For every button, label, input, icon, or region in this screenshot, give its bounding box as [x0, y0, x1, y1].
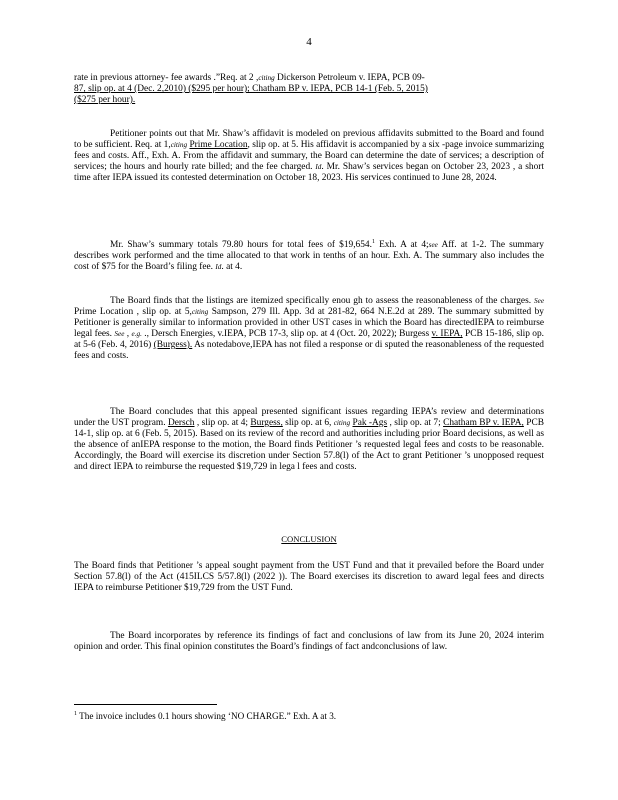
section-heading-conclusion	[0, 534, 618, 545]
text-segment: Petitioner points out that Mr. Shaw’s affidavit is modeled on previous affidavits submitted to the Board and found to be sufficient. Req. at 1,	[74, 129, 544, 150]
footnote-separator	[74, 704, 217, 705]
paragraph-attorney-fee-awards	[74, 73, 544, 106]
citation-underlined: (Burgess).	[153, 340, 193, 350]
signal-citing: citing	[258, 74, 275, 82]
paragraph-affidavit	[74, 129, 544, 184]
text-segment: , slip op. at 4;	[194, 418, 251, 428]
paragraph-board-concludes	[74, 407, 544, 473]
case-name-dersch: Dersch	[167, 418, 195, 428]
case-name-burgess: Burgess,	[250, 418, 283, 428]
text-segment: ,	[124, 329, 132, 339]
text-segment: Aff. at 1-2. The summary describes work performed and the time allocated to that work in tenths of an hour. Exh. A. The summary also includes the cost of $75 for the Board’s filing fee.	[74, 240, 544, 272]
text-segment: rate in previous attorney- fee awards .”Req. at 2 ,	[74, 73, 259, 83]
signal-eg: e.g.	[131, 330, 142, 338]
footnote-reference: 1	[371, 238, 375, 245]
text-segment: , slip op. at 7;	[387, 418, 444, 428]
text-segment: As notedabove,IEPA has not filed a response or di sputed the reasonableness of the requested fees and costs.	[74, 340, 544, 361]
text-segment: PCB 15-186, slip op. at 5-6 (Feb. 4, 2016)	[74, 329, 545, 350]
text-segment: PCB 14-1, slip op. at 6 (Feb. 5, 2015). Based on its review of the record and authorities including prior Board decisions, as well as the absence of anIEPA response to the motion, the Board finds Petitioner ’s requested legal fees and costs to be reasonable. Accordingly, the Board will exercise its discretion under Section 57.8(l) of the Act to grant Petitioner ’s unopposed request and direct IEPA to reimburse the requested $19,729 in lega l fees and costs.	[74, 418, 544, 472]
text-segment: Sampson, 279 Ill. App. 3d at 281-82, 664 N.E.2d at 289. The summary submitted by Petitioner is generally similar to information provided in other UST cases in which the Board has directedIEPA to reimburse legal fees.	[74, 307, 544, 339]
footnote-number: 1	[74, 710, 77, 717]
text-segment: The Board concludes that this appeal presented significant issues regarding IEPA’s review and determinations under the UST program.	[74, 407, 544, 428]
text-segment: Dickerson Petroleum v. IEPA, PCB 09-	[274, 73, 425, 83]
text-segment: Prime Location , slip op. at 5,	[74, 307, 192, 317]
signal-citing: citing	[333, 419, 351, 427]
text-segment: . Mr. Shaw’s services began on October 23, 2023 , a short time after IEPA issued its contested determination on October 18, 2023. His services continued to June 28, 2024.	[74, 162, 544, 183]
footnote-text: The invoice includes 0.1 hours showing ‘NO CHARGE.” Exh. A at 3.	[77, 711, 337, 721]
signal-see: See	[534, 297, 545, 305]
citation-underlined: ($275 per hour).	[74, 95, 136, 105]
paragraph-conclusion: The Board finds that Petitioner ’s appeal sought payment from the UST Fund and that it prevailed before the Board under Section 57.8(l) of the Act (415ILCS 5/57.8(l) (2022 )). The Board exercises its discretion to award legal fees and directs IEPA to reimburse Petitioner $19,729 from the UST Fund.	[74, 561, 544, 593]
case-name-chatham: Chatham BP v. IEPA,	[443, 418, 524, 428]
conclusion-heading-text: CONCLUSION	[281, 534, 337, 544]
text-segment: . at 4.	[221, 262, 243, 272]
signal-id: Id	[315, 163, 322, 171]
text-segment: Exh. A at 4;	[374, 240, 429, 250]
citation-underlined: 87, slip op. at 4 (Dec. 2,2010) ($295 per hour); Chatham BP v. IEPA, PCB 14-1 (Feb. 5, 2015)	[74, 84, 428, 94]
paragraph-summary-totals	[74, 240, 544, 273]
paragraph-itemized-listings	[74, 296, 544, 362]
case-name-prime-location: Prime Location	[189, 140, 248, 150]
paragraph-incorporates: The Board incorporates by reference its findings of fact and conclusions of law from its June 20, 2024 interim opinion and order. This final opinion constitutes the Board’s findings of fact andconclusions of law.	[74, 631, 544, 652]
footnote	[74, 711, 544, 722]
citation-underlined: v. IEPA,	[431, 329, 463, 339]
text-segment: slip op. at 6,	[282, 418, 334, 428]
case-name-pak-ags: Pak -Ags	[352, 418, 388, 428]
signal-id: Id	[215, 263, 222, 271]
signal-citing: citing	[170, 141, 188, 149]
signal-citing: citing	[191, 308, 209, 316]
signal-see: See	[114, 330, 125, 338]
text-segment: The Board finds that the listings are itemized specifically enou gh to assess the reasonableness of the charges.	[110, 296, 532, 306]
page-number: 4	[306, 36, 312, 48]
text-segment: Mr. Shaw’s summary totals 79.80 hours for total fees of $19,654.	[110, 240, 372, 250]
text-segment: , slip op. at 5. His affidavit is accompanied by a six -page invoice summarizing fees and costs. Aff., Exh. A. From the affidavit and summary, the Board can determine the date of services; a description of services; the hours and hourly rate billed; and the fee charged.	[74, 140, 545, 172]
text-segment: ., Dersch Energies, v.IEPA, PCB 17-3, slip op. at 4 (Oct. 20, 2022); Burgess	[141, 329, 432, 339]
signal-see: see	[428, 241, 438, 249]
